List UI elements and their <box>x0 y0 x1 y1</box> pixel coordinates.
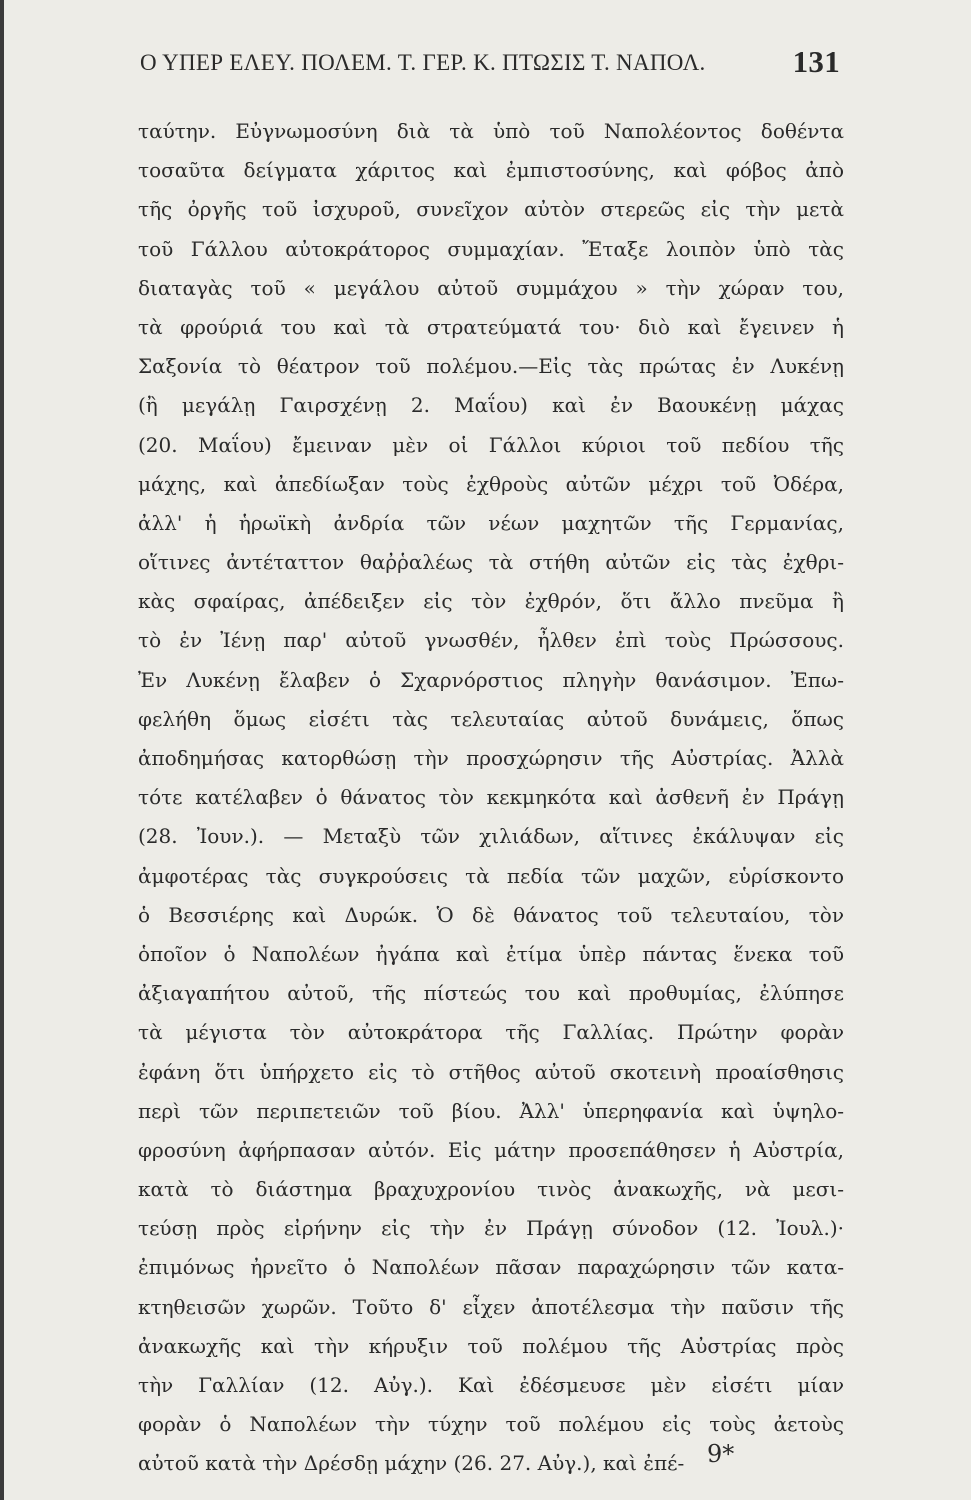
text-line: κὰς σφαίρας, ἀπέδειξεν εἰς τὸν ἐχθρόν, ὅτι ἄλλο πνεῦμα ἢ <box>138 589 844 614</box>
text-line: τὰ μέγιστα τὸν αὐτοκράτορα τῆς Γαλλίας. Πρώτην φορὰν <box>138 1020 844 1045</box>
text-line: ἀξιαγαπήτου αὐτοῦ, τῆς πίστεώς του καὶ προθυμίας, ἐλύπησε <box>138 981 844 1006</box>
text-line: τὸ ἐν Ἰένῃ παρ' αὐτοῦ γνωσθέν, ἦλθεν ἐπὶ τοὺς Πρώσσους. <box>138 628 844 653</box>
text-line: αὐτοῦ κατὰ τὴν Δρέσδῃ μάχην (26. 27. Αὐγ.), καὶ ἐπέ- <box>138 1451 685 1476</box>
text-line: διαταγὰς τοῦ « μεγάλου αὐτοῦ συμμάχου » τὴν χώραν του, <box>138 275 844 300</box>
signature-mark: 9* <box>707 1440 735 1468</box>
text-line: Σαξονία τὸ θέατρον τοῦ πολέμου.—Εἰς τὰς πρώτας ἐν Λυκένῃ <box>138 354 844 379</box>
text-line: τὴν Γαλλίαν (12. Αὐγ.). Καὶ ἐδέσμευσε μὲν εἰσέτι μίαν <box>138 1373 844 1397</box>
text-line: ἀλλ' ἡ ἡρωϊκὴ ἀνδρία τῶν νέων μαχητῶν τῆς Γερμανίας, <box>138 510 844 535</box>
text-line: περὶ τῶν περιπετειῶν τοῦ βίου. Ἀλλ' ὑπερηφανία καὶ ὑψηλο- <box>138 1098 844 1123</box>
text-line: τεύσῃ πρὸς εἰρήνην εἰς τὴν ἐν Πράγῃ σύνοδον (12. Ἰουλ.)· <box>138 1216 844 1241</box>
page-number: 131 <box>792 44 840 79</box>
text-line: μάχης, καὶ ἀπεδίωξαν τοὺς ἐχθροὺς αὐτῶν μέχρι τοῦ Ὀδέρα, <box>138 471 844 496</box>
text-line: οἵτινες ἀντέταττον θαῤῥαλέως τὰ στήθη αὐτῶν εἰς τὰς ἐχθρι- <box>138 550 844 575</box>
text-line: ἐφάνη ὅτι ὑπήρχετο εἰς τὸ στῆθος αὐτοῦ σκοτεινὴ προαίσθησις <box>138 1059 844 1084</box>
running-title: Ο ΥΠΕΡ ΕΛΕΥ. ΠΟΛΕΜ. Τ. ΓΕΡ. Κ. ΠΤΩΣΙΣ Τ. ΝΑΠΟΛ. <box>140 50 706 75</box>
text-line: τῆς ὀργῆς τοῦ ἰσχυροῦ, συνεῖχον αὐτὸν στερεῶς εἰς τὴν μετὰ <box>138 197 844 222</box>
text-line: ταύτην. Εὐγνωμοσύνη διὰ τὰ ὑπὸ τοῦ Ναπολέοντος δοθέντα <box>138 119 844 143</box>
text-line: τοσαῦτα δείγματα χάριτος καὶ ἐμπιστοσύνης, καὶ φόβος ἀπὸ <box>138 158 844 183</box>
text-line: φροσύνη ἀφήρπασαν αὐτόν. Εἰς μάτην προσεπάθησεν ἡ Αὐστρία, <box>138 1137 844 1162</box>
text-line: (20. Μαΐου) ἔμειναν μὲν οἱ Γάλλοι κύριοι τοῦ πεδίου τῆς <box>138 432 844 457</box>
page-edge-shadow <box>0 0 4 1500</box>
text-line: Ἐν Λυκένῃ ἔλαβεν ὁ Σχαρνόρστιος πληγὴν θανάσιμον. Ἐπω- <box>138 667 844 692</box>
text-line: ὁ Βεσσιέρης καὶ Δυρώκ. Ὁ δὲ θάνατος τοῦ τελευταίου, τὸν <box>138 902 844 927</box>
text-line: (ἢ μεγάλῃ Γαιρσχένῃ 2. Μαΐου) καὶ ἐν Βαουκένῃ μάχας <box>138 393 844 418</box>
text-line: τοῦ Γάλλου αὐτοκράτορος συμμαχίαν. Ἔταξε λοιπὸν ὑπὸ τὰς <box>138 236 844 261</box>
text-line: ἀνακωχῆς καὶ τὴν κήρυξιν τοῦ πολέμου τῆς Αὐστρίας πρὸς <box>138 1333 844 1358</box>
text-line: τὰ φρούριά του καὶ τὰ στρατεύματά του· διὸ καὶ ἔγεινεν ἡ <box>138 314 844 339</box>
text-line: κτηθεισῶν χωρῶν. Τοῦτο δ' εἶχεν ἀποτέλεσμα τὴν παῦσιν τῆς <box>138 1294 844 1319</box>
body-text <box>138 112 844 1484</box>
text-line: φορὰν ὁ Ναπολέων τὴν τύχην τοῦ πολέμου εἰς τοὺς ἀετοὺς <box>138 1412 844 1437</box>
text-line: τότε κατέλαβεν ὁ θάνατος τὸν κεκμηκότα καὶ ἀσθενῆ ἐν Πράγῃ <box>138 785 844 810</box>
text-line: ἀποδημήσας κατορθώσῃ τὴν προσχώρησιν τῆς Αὐστρίας. Ἀλλὰ <box>138 746 844 770</box>
text-line: ἀμφοτέρας τὰς συγκρούσεις τὰ πεδία τῶν μαχῶν, εὑρίσκοντο <box>138 863 844 888</box>
text-line: ἐπιμόνως ἠρνεῖτο ὁ Ναπολέων πᾶσαν παραχώρησιν τῶν κατα- <box>138 1255 844 1280</box>
text-line: κατὰ τὸ διάστημα βραχυχρονίου τινὸς ἀνακωχῆς, νὰ μεσι- <box>138 1177 844 1202</box>
text-line: φελήθη ὅμως εἰσέτι τὰς τελευταίας αὐτοῦ δυνάμεις, ὅπως <box>138 706 844 731</box>
page-header <box>140 44 840 90</box>
text-line: (28. Ἰουν.). — Μεταξὺ τῶν χιλιάδων, αἵτινες ἐκάλυψαν εἰς <box>138 824 844 849</box>
text-line: ὁποῖον ὁ Ναπολέων ἠγάπα καὶ ἐτίμα ὑπὲρ πάντας ἕνεκα τοῦ <box>138 941 844 966</box>
